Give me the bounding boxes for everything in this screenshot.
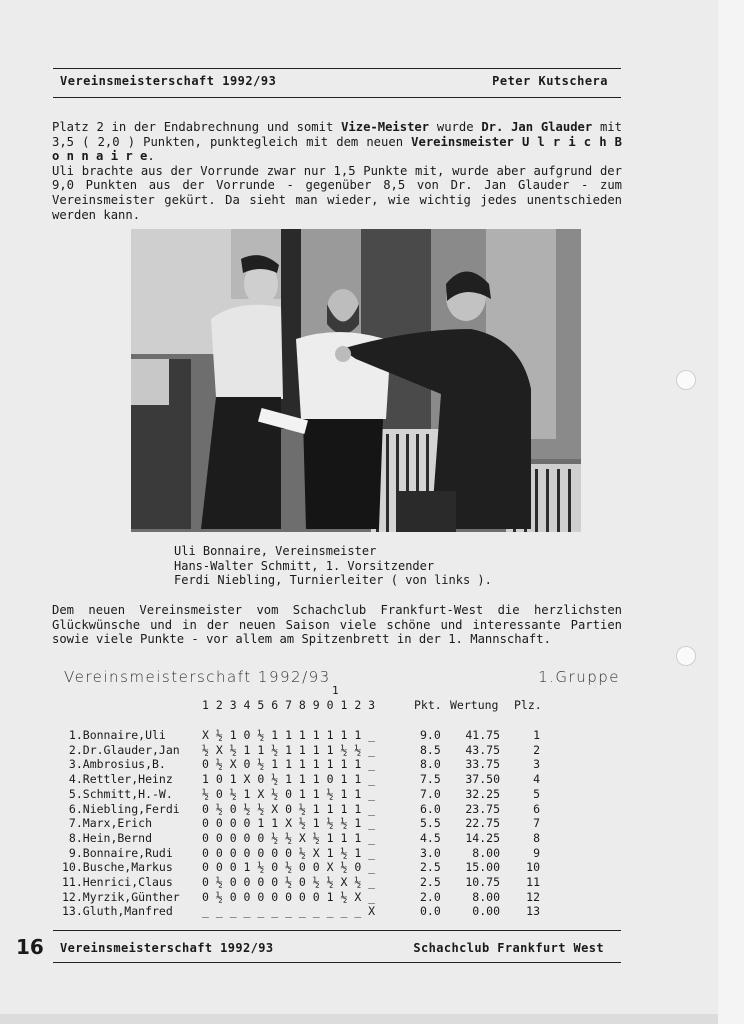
page-edge: [718, 0, 744, 1024]
placement: 4: [533, 772, 540, 787]
player-name: 1.Bonnaire,Uli: [62, 728, 166, 742]
table-title: [64, 668, 620, 686]
player-name: 11.Henrici,Claus: [62, 875, 173, 889]
points: 2.5: [420, 860, 441, 875]
header-rule-bottom: [53, 97, 621, 98]
placement: 11: [526, 875, 540, 889]
placement: 13: [526, 904, 540, 919]
placement: 3: [533, 757, 540, 772]
points: 5.5: [420, 816, 441, 831]
player-name: 7.Marx,Erich: [62, 816, 153, 831]
wertung: 8.00: [472, 845, 500, 860]
caption-line: Hans-Walter Schmitt, 1. Vorsitzender: [174, 558, 435, 573]
player-name: 13.Gluth,Manfred: [62, 904, 173, 919]
placement: 9: [533, 845, 540, 860]
vize-meister-label: Vize-Meister: [341, 120, 430, 134]
caption-line: Ferdi Niebling, Turnierleiter ( von links ).: [174, 573, 492, 588]
player-name: 2.Dr.Glauder,Jan: [62, 742, 180, 757]
wertung: 41.75: [465, 728, 500, 742]
player-name: 12.Myrzik,Günther: [62, 889, 180, 904]
placement: 7: [533, 816, 540, 831]
placement: 8: [533, 830, 540, 845]
binder-hole: [676, 370, 696, 390]
points: 4.5: [420, 830, 441, 845]
game-results: 0 ½ X 0 ½ 1 1 1 1 1 1 1 _: [202, 757, 376, 772]
wertung: 0.00: [472, 904, 500, 919]
placement: 1: [533, 728, 540, 742]
player-name: 3.Ambrosius,B.: [62, 757, 166, 772]
column-numbers: 1 2 3 4 5 6 7 8 9 0 1 2 3: [202, 698, 376, 712]
placement: 10: [526, 860, 540, 875]
wertung: 23.75: [465, 801, 500, 816]
column-header-plz: Plz.: [514, 698, 542, 712]
wertung: 8.00: [472, 889, 500, 904]
column-header-wertung: Wertung: [450, 698, 499, 712]
player-name: 6.Niebling,Ferdi: [62, 801, 180, 816]
footer-rule-top: [53, 930, 621, 931]
game-results: 0 0 0 0 0 0 0 ½ X 1 ½ 1 _: [202, 845, 376, 860]
page-header: [60, 74, 608, 88]
game-results: 0 0 0 0 0 ½ ½ X ½ 1 1 1 _: [202, 830, 376, 845]
photo-caption: [174, 544, 492, 588]
table-group: 1.Gruppe: [538, 668, 620, 686]
footer-title: Vereinsmeisterschaft 1992/93: [60, 941, 274, 955]
game-results: 0 ½ 0 0 0 0 ½ 0 ½ ½ X ½ _: [202, 875, 376, 889]
game-results: ½ 0 ½ 1 X ½ 0 1 1 ½ 1 1 _: [202, 786, 376, 801]
placement: 6: [533, 801, 540, 816]
player-name: 9.Bonnaire,Rudi: [62, 845, 173, 860]
points: 2.5: [420, 875, 441, 889]
points: 0.0: [420, 904, 441, 919]
game-results: ½ X ½ 1 1 ½ 1 1 1 1 ½ ½ _: [202, 742, 376, 757]
points: 8.5: [420, 742, 441, 757]
binder-hole: [676, 646, 696, 666]
wertung: 22.75: [465, 816, 500, 831]
wertung: 32.25: [465, 786, 500, 801]
game-results: 0 ½ 0 ½ ½ X 0 ½ 1 1 1 1 _: [202, 801, 376, 816]
header-rule-top: [53, 68, 621, 69]
table-title-text: Vereinsmeisterschaft 1992/93: [64, 668, 331, 686]
vize-meister-name: Dr. Jan Glauder: [481, 120, 593, 134]
placement: 2: [533, 742, 540, 757]
game-results: X ½ 1 0 ½ 1 1 1 1 1 1 1 _: [202, 728, 376, 742]
points: 7.0: [420, 786, 441, 801]
player-name: 5.Schmitt,H.-W.: [62, 786, 173, 801]
intro-paragraph: Platz 2 in der Endabrechnung und somit Vize-Meister wurde Dr. Jan Glauder mit 3,5 ( 2,0 ) Punkten, punktegleich mit dem neuen Vereinsmeister U l r i c h B o n n a i r e. Uli brachte aus der Vorrunde zwar nur 1,5 Punkte mit, wurde aber aufgrund der 9,0 Punkten aus der Vorrunde - gegenüber 8,5 von Dr. Jan Glauder - zum Vereinsmeister gekürt. Da sieht man wieder, wie wichtig jedes unentschieden werden kann.: [52, 120, 623, 222]
congratulations-paragraph: Dem neuen Vereinsmeister vom Schachclub Frankfurt-West die herzlichsten Glückwünsche und in der neuen Saison viele schöne und interessante Partien sowie viele Punkte - vor allem am Spitzenbrett in der 1. Mannschaft.: [52, 603, 622, 647]
points: 6.0: [420, 801, 441, 816]
award-photo: [131, 229, 581, 532]
page-footer: [60, 941, 604, 955]
points: 9.0: [420, 728, 441, 742]
game-results: 0 ½ 0 0 0 0 0 0 0 1 ½ X _: [202, 889, 376, 904]
header-title: Vereinsmeisterschaft 1992/93: [60, 74, 277, 88]
wertung: 37.50: [465, 772, 500, 787]
game-results: 0 0 0 1 ½ 0 ½ 0 0 X ½ 0 _: [202, 860, 376, 875]
footer-club: Schachclub Frankfurt West: [413, 941, 604, 955]
wertung: 33.75: [465, 757, 500, 772]
wertung: 43.75: [465, 742, 500, 757]
wertung: 14.25: [465, 830, 500, 845]
caption-line: Uli Bonnaire, Vereinsmeister: [174, 544, 377, 558]
points: 3.0: [420, 845, 441, 860]
page-number: 16: [16, 935, 44, 959]
column-header-pkt: Pkt.: [414, 698, 442, 712]
points: 8.0: [420, 757, 441, 772]
wertung: 10.75: [465, 875, 500, 889]
game-results: 1 0 1 X 0 ½ 1 1 1 0 1 1 _: [202, 772, 376, 787]
player-name: 8.Hein,Bernd: [62, 830, 153, 845]
player-name: 10.Busche,Markus: [62, 860, 173, 875]
player-name: 4.Rettler,Heinz: [62, 772, 173, 787]
header-author: Peter Kutschera: [492, 74, 608, 88]
placement: 12: [526, 889, 540, 904]
placement: 5: [533, 786, 540, 801]
footer-rule-bottom: [53, 962, 621, 963]
points: 7.5: [420, 772, 441, 787]
vereinsmeister-name: Vereinsmeister U l r i c h B o n n a i r e: [52, 134, 623, 164]
game-results: 0 0 0 0 1 1 X ½ 1 ½ ½ 1 _: [202, 816, 376, 831]
column-tens-marker: 1: [332, 684, 339, 697]
points: 2.0: [420, 889, 441, 904]
wertung: 15.00: [465, 860, 500, 875]
game-results: _ _ _ _ _ _ _ _ _ _ _ _ X: [202, 904, 376, 919]
